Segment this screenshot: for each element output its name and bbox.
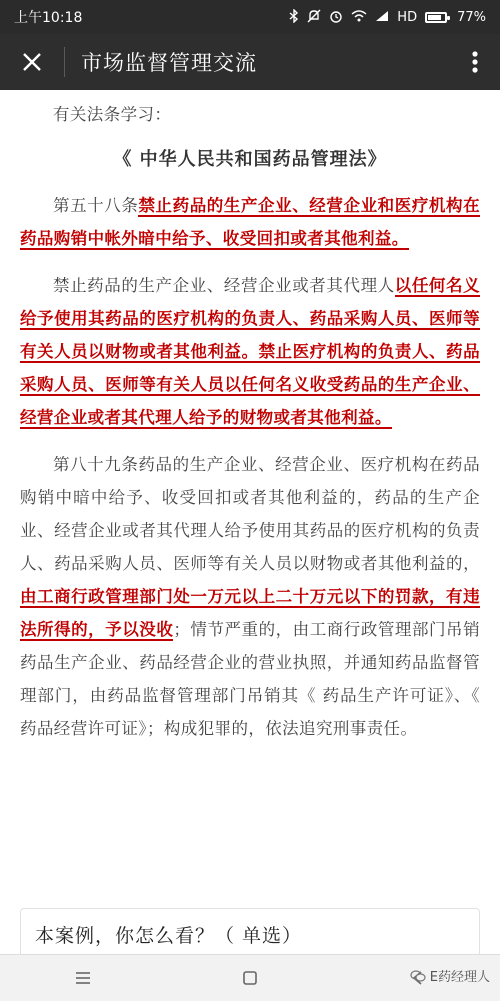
paragraph-2-highlight: 以任何名义给予使用其药品的医疗机构的负责人、药品采购人员、医师等有关人员以财物或者其他利益。禁止医疗机构的负责人、药品采购人员、医师等有关人员以任何名义收受药品的生产企业、经营企业或者其代理人给予的财物或者其他利益。 <box>20 276 480 427</box>
mute-icon <box>307 9 321 26</box>
paragraph-3-highlight: 由工商行政管理部门处一万元以上二十万元以下的罚款，有违法所得的，予以没收 <box>20 587 480 639</box>
article-intro: 有关法条学习： <box>53 105 172 124</box>
paragraph-1-prefix: 第五十八条 <box>53 196 139 215</box>
paragraph-2-prefix: 禁止药品的生产企业、经营企业或者其代理人 <box>53 276 395 295</box>
paragraph-3-suffix: ；情节严重的，由工商行政管理部门吊销药品生产企业、药品经营企业的营业执照，并通知药品监督管理部门，由药品监督管理部门吊销其《 药品生产许可证》、《 药品经营许可证》；构成犯罪的，依法追究刑事责任。 <box>20 620 481 738</box>
bluetooth-icon <box>289 9 299 26</box>
battery-level: 77% <box>457 9 486 25</box>
page-title: 市场监督管理交流 <box>81 51 257 75</box>
nav-divider <box>64 47 65 77</box>
close-icon <box>21 51 43 73</box>
more-vertical-icon <box>471 50 479 74</box>
watermark-text: E药经理人 <box>429 970 490 985</box>
wifi-icon <box>351 10 367 25</box>
article-body <box>0 90 500 745</box>
menu-button[interactable] <box>53 955 113 1001</box>
wechat-logo-icon <box>410 969 426 983</box>
article-paragraph-1 <box>20 189 480 255</box>
alarm-icon <box>329 9 343 26</box>
status-bar <box>0 0 500 34</box>
paragraph-3-prefix: 第八十九条药品的生产企业、经营企业、医疗机构在药品购销中暗中给予、收受回扣或者其他利益的，药品的生产企业、经营企业或者其代理人给予使用其药品的医疗机构的负责人、药品采购人员、医师等有关人员以财物或者其他利益的， <box>20 455 480 573</box>
close-button[interactable] <box>0 34 64 90</box>
navigation-bar <box>0 34 500 90</box>
law-title: 《 中华人民共和国药品管理法》 <box>113 149 387 170</box>
home-square-icon <box>242 970 258 986</box>
watermark <box>410 966 490 985</box>
status-time: 上午10:18 <box>14 10 83 26</box>
battery-icon <box>425 12 447 23</box>
article-paragraph-2 <box>20 269 480 434</box>
paragraph-1-highlight: 禁止药品的生产企业、经营企业和医疗机构在药品购销中帐外暗中给予、收受回扣或者其他利益。 <box>20 196 480 248</box>
vote-card[interactable] <box>20 908 480 954</box>
network-type: HD <box>397 9 418 25</box>
article-content[interactable] <box>0 90 500 954</box>
home-button[interactable] <box>220 955 280 1001</box>
article-paragraph-3 <box>20 448 480 745</box>
menu-icon <box>75 971 91 985</box>
status-icons <box>289 9 486 26</box>
more-options-button[interactable] <box>450 34 500 90</box>
signal-icon <box>375 10 389 25</box>
vote-question: 本案例，你怎么看？（ 单选） <box>35 925 303 947</box>
